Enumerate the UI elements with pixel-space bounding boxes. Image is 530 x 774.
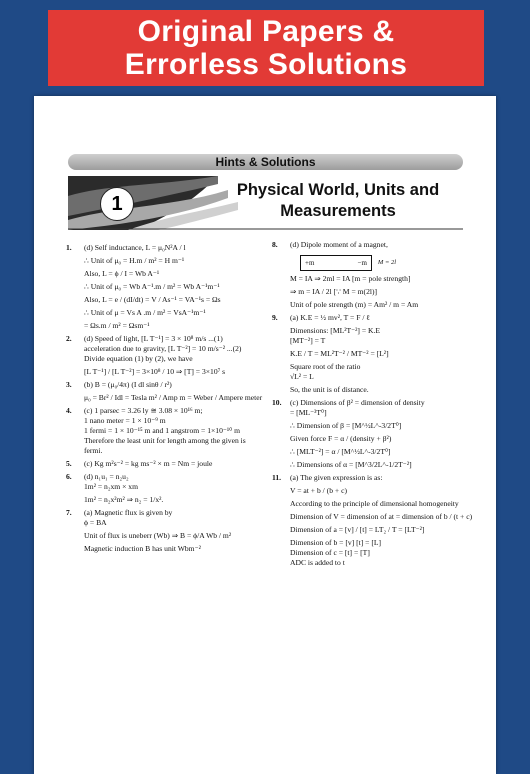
magnet-box (300, 255, 372, 271)
solution-2 (64, 334, 264, 377)
solution-line: ϕ = BA (84, 518, 107, 527)
solution-6 (64, 472, 264, 505)
question-number: 3. (66, 380, 72, 389)
solution-line: = Ωs.m / m² = Ωsm⁻¹ (84, 321, 150, 330)
solution-line: ⇒ m = IA / 2l [∵ M = m(2l)] (290, 287, 378, 296)
banner-line-2: Errorless Solutions (124, 48, 408, 81)
question-number: 9. (272, 313, 278, 322)
solution-line: Dimension of b = [v] [t] = [L] (290, 538, 382, 547)
solution-line: √L² = L (290, 372, 314, 381)
solution-line: ∴ Unit of μ = Vs A .m / m² = VsA⁻¹m⁻¹ (84, 308, 206, 317)
solution-line: Also, L = e / (dI/dt) = V / As⁻¹ = VA⁻¹s = Ωs (84, 295, 221, 304)
solution-line: (c) 1 parsec = 3.26 ly ≅ 3.08 × 10¹⁶ m; (84, 406, 203, 415)
solution-line: So, the unit is of distance. (290, 385, 369, 394)
chapter-title (218, 180, 458, 222)
solution-line: According to the principle of dimensional homogeneity (290, 499, 459, 508)
solution-line: Also, L = ϕ / I = Wb A⁻¹ (84, 269, 160, 278)
solution-line: ∴ [MLT⁻²] = α / [M^½L^-3/2T⁰] (290, 447, 391, 456)
solution-7 (64, 508, 264, 554)
question-number: 8. (272, 240, 278, 249)
solution-line: Square root of the ratio (290, 362, 361, 371)
solution-line: Unit of flux is uneberr (Wb) ⇒ B = ϕ/A Wb / m² (84, 531, 232, 540)
solution-line: M = IA ⇒ 2ml = IA [m = pole strength] (290, 274, 411, 283)
solution-10 (270, 398, 470, 470)
document-page (34, 96, 496, 774)
question-number: 7. (66, 508, 72, 517)
solution-line: 1 nano meter = 1 × 10⁻⁹ m (84, 416, 166, 425)
solution-line: ADC is added to t (290, 558, 345, 567)
question-number: 5. (66, 459, 72, 468)
solution-line: 1m² = n₂x²m² ⇒ n₂ = 1/x². (84, 495, 164, 504)
chapter-title-line-1: Physical World, Units and (236, 181, 440, 199)
question-number: 11. (272, 473, 282, 482)
chapter-header (68, 176, 463, 230)
dipole-diagram (290, 253, 470, 271)
solution-line: Unit of pole strength (m) = Am² / m = Am (290, 300, 419, 309)
solution-line: (d) Self inductance, L = μ₀N²A / l (84, 243, 186, 252)
solution-line: Magnetic induction B has unit Wbm⁻² (84, 544, 201, 553)
solution-line: Divide equation (1) by (2), we have (84, 354, 193, 363)
chapter-title-line-2: Measurements (280, 202, 396, 220)
left-column (64, 240, 264, 557)
solution-line: (b) B = (μ₀/4π) (I dl sinθ / r²) (84, 380, 172, 389)
solution-line: Dimensions: [ML²T⁻²] = K.E (290, 326, 381, 335)
solution-line: acceleration due to gravity, [L T⁻²] = 10 m/s⁻² ...(2) (84, 344, 242, 353)
magnet-length-label: M = 2l (377, 258, 397, 266)
solution-line: Dimension of a = [v] / [t] = LT₂ / T = [LT⁻²] (290, 525, 425, 534)
chapter-number: 1 (100, 187, 134, 221)
solution-line: K.E / T = ML²T⁻² / MT⁻² = [L²] (290, 349, 389, 358)
solution-line: 1m² = n₂xm × xm (84, 482, 138, 491)
banner-title (48, 10, 484, 86)
solution-line: (d) Speed of light, [L T⁻¹] = 3 × 10⁸ m/s ...(1) (84, 334, 223, 343)
question-number: 10. (272, 398, 282, 407)
question-number: 1. (66, 243, 72, 252)
solution-line: [MT⁻²] = T (290, 336, 326, 345)
solution-5 (64, 459, 264, 469)
banner-line-1: Original Papers & (137, 15, 395, 48)
solution-8 (270, 240, 470, 310)
solution-line: ∴ Unit of μ₀ = Wb A⁻¹.m / m² = Wb A⁻¹m⁻¹ (84, 282, 220, 291)
solution-line: Dimension of c = [t] = [T] (290, 548, 370, 557)
question-number: 4. (66, 406, 72, 415)
question-number: 2. (66, 334, 72, 343)
section-header: Hints & Solutions (68, 154, 463, 170)
solution-line: V = at + b / (b + c) (290, 486, 347, 495)
banner (0, 0, 530, 96)
solution-line: Dimension of V = dimension of at = dimension of b / (t + c) (290, 512, 473, 521)
solution-line: ∴ Dimensions of α = [M^3/2L^-1/2T⁻²] (290, 460, 412, 469)
solution-4 (64, 406, 264, 456)
solution-line: (d) Dipole moment of a magnet, (290, 240, 388, 249)
solution-line: (a) The given expression is as: (290, 473, 383, 482)
solution-line: μ₀ = Br² / Idl = Tesla m² / Amp m = Weber / Ampere meter (84, 393, 263, 402)
north-pole-label: +m (305, 259, 315, 267)
solution-line: (a) Magnetic flux is given by (84, 508, 173, 517)
solution-line: ∴ Unit of μ₀ = H.m / m² = H m⁻¹ (84, 256, 185, 265)
solution-9 (270, 313, 470, 395)
solution-line: Given force F = α / (density + β²) (290, 434, 392, 443)
solution-line: [L T⁻¹] / [L T⁻²] = 3×10⁸ / 10 ⇒ [T] = 3×10⁷ s (84, 367, 226, 376)
solution-line: (d) n₁u₁ = n₂u₂ (84, 472, 129, 481)
solution-1 (64, 243, 264, 331)
question-number: 6. (66, 472, 72, 481)
solution-line: = [ML⁻³T⁰] (290, 408, 327, 417)
solution-line: (c) Kg m²s⁻² = kg ms⁻² × m = Nm = joule (84, 459, 213, 468)
solution-line: 1 fermi = 1 × 10⁻¹⁵ m and 1 angstrom = 1×10⁻¹⁰ m (84, 426, 241, 435)
right-column (270, 240, 473, 571)
solution-11 (270, 473, 473, 568)
solution-line: fermi. (84, 446, 103, 455)
south-pole-label: −m (357, 259, 367, 267)
solution-line: (a) K.E = ½ mv², T = F / ℓ (290, 313, 371, 322)
solution-line: ∴ Dimension of β = [M^½L^-3/2T⁰] (290, 421, 402, 430)
solution-line: (c) Dimensions of β² = dimension of density (290, 398, 425, 407)
solution-3 (64, 380, 264, 403)
solution-line: Therefore the least unit for length among the given is (84, 436, 246, 445)
